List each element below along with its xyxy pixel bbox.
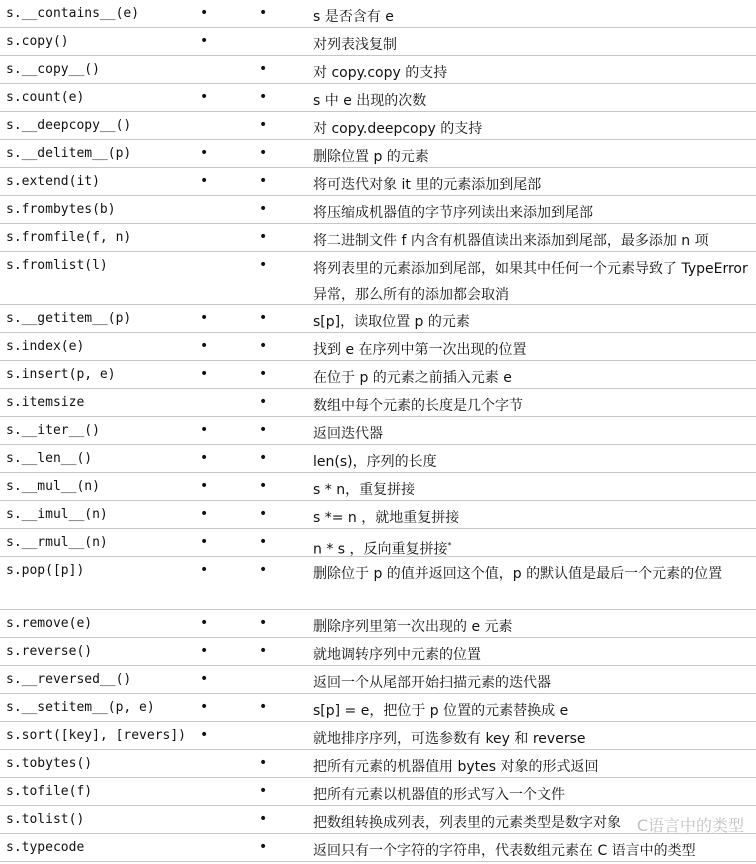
array-support-bullet: • — [259, 450, 268, 466]
table-row — [0, 140, 756, 168]
method-description — [313, 309, 753, 335]
method-description — [313, 421, 753, 447]
description-text: 对 copy.deepcopy 的支持 — [313, 121, 483, 137]
description-text: 将压缩成机器值的字节序列读出来添加到尾部 — [313, 205, 593, 221]
method-description — [313, 505, 753, 531]
array-support-bullet: • — [259, 811, 268, 827]
method-name: s.__len__() — [6, 451, 93, 466]
description-text: n * s ，反向重复拼接 — [313, 541, 448, 558]
description-text: s[p] = e，把位于 p 位置的元素替换成 e — [313, 703, 569, 719]
method-name: s.tolist() — [6, 812, 85, 827]
method-description — [313, 838, 753, 864]
array-support-bullet: • — [259, 615, 268, 631]
method-name: s.__copy__() — [6, 62, 100, 77]
list-support-bullet: • — [200, 422, 209, 438]
method-description — [313, 642, 753, 668]
description-text: s *= n ，就地重复拼接 — [313, 510, 460, 526]
description-text: len(s)，序列的长度 — [313, 454, 437, 470]
description-text: 就地排序序列，可选参数有 key 和 reverse — [313, 731, 586, 747]
description-text: 在位于 p 的元素之前插入元素 e — [313, 370, 512, 386]
description-text: 把所有元素的机器值用 bytes 对象的形式返回 — [313, 759, 599, 775]
description-text: 返回迭代器 — [313, 426, 383, 442]
description-text: 删除位置 p 的元素 — [313, 149, 429, 165]
array-support-bullet: • — [259, 229, 268, 245]
list-support-bullet: • — [200, 643, 209, 659]
list-support-bullet: • — [200, 450, 209, 466]
table-row — [0, 445, 756, 473]
method-name: s.__deepcopy__() — [6, 118, 132, 133]
method-description — [313, 561, 753, 587]
list-support-bullet: • — [200, 506, 209, 522]
method-description — [313, 116, 753, 142]
array-support-bullet: • — [259, 699, 268, 715]
description-text: 找到 e 在序列中第一次出现的位置 — [313, 342, 527, 358]
table-row — [0, 168, 756, 196]
array-support-bullet: • — [259, 394, 268, 410]
method-name: s.sort([key], [revers]) — [6, 728, 187, 743]
list-support-bullet: • — [200, 699, 209, 715]
method-description — [313, 365, 753, 391]
table-row — [0, 333, 756, 361]
description-text: 把数组转换成列表，列表里的元素类型是数字对象 — [313, 815, 621, 831]
array-support-bullet: • — [259, 89, 268, 105]
method-description — [313, 754, 753, 780]
description-text: 就地调转序列中元素的位置 — [313, 647, 481, 663]
method-name: s.__rmul__(n) — [6, 535, 108, 550]
array-support-bullet: • — [259, 506, 268, 522]
table-row — [0, 666, 756, 694]
method-description — [313, 698, 753, 724]
table-row — [0, 501, 756, 529]
description-text: s 中 e 出现的次数 — [313, 93, 427, 109]
method-name: s.remove(e) — [6, 616, 93, 631]
list-support-bullet: • — [200, 534, 209, 550]
array-support-bullet: • — [259, 173, 268, 189]
method-name: s.pop([p]) — [6, 563, 85, 578]
table-row — [0, 610, 756, 638]
table-row — [0, 389, 756, 417]
array-support-bullet: • — [259, 338, 268, 354]
table-row — [0, 778, 756, 806]
list-support-bullet: • — [200, 310, 209, 326]
method-name: s.reverse() — [6, 644, 93, 659]
watermark: C语言中的类型 — [636, 816, 744, 835]
method-name: s.tofile(f) — [6, 784, 93, 799]
method-name: s.__contains__(e) — [6, 6, 140, 21]
list-support-bullet: • — [200, 366, 209, 382]
description-text: 将二进制文件 f 内含有机器值读出来添加到尾部，最多添加 n 项 — [313, 233, 709, 249]
method-description — [313, 60, 753, 86]
list-support-bullet: • — [200, 33, 209, 49]
footnote-marker: * — [447, 541, 452, 550]
table-row — [0, 0, 756, 28]
list-support-bullet: • — [200, 478, 209, 494]
method-name: s.__iter__() — [6, 423, 100, 438]
description-text: 返回一个从尾部开始扫描元素的迭代器 — [313, 675, 551, 691]
array-support-bullet: • — [259, 562, 268, 578]
method-name: s.count(e) — [6, 90, 85, 105]
array-support-bullet: • — [259, 366, 268, 382]
description-text: s 是否含有 e — [313, 9, 394, 25]
list-support-bullet: • — [200, 615, 209, 631]
table-row — [0, 694, 756, 722]
array-support-bullet: • — [259, 117, 268, 133]
method-name: s.fromlist(l) — [6, 258, 108, 273]
method-name: s.insert(p, e) — [6, 367, 116, 382]
description-text: 对列表浅复制 — [313, 37, 397, 53]
method-name: s.frombytes(b) — [6, 202, 116, 217]
array-support-bullet: • — [259, 145, 268, 161]
description-text: 返回只有一个字符的字符串，代表数组元素在 C 语言中的类型 — [313, 843, 696, 859]
method-description — [313, 726, 753, 752]
method-description — [313, 337, 753, 363]
method-name: s.tobytes() — [6, 756, 93, 771]
method-description — [313, 449, 753, 475]
table-row — [0, 252, 756, 305]
table-row — [0, 84, 756, 112]
array-support-bullet: • — [259, 478, 268, 494]
table-row — [0, 557, 756, 610]
method-name: s.typecode — [6, 840, 85, 855]
list-support-bullet: • — [200, 727, 209, 743]
method-name: s.__delitem__(p) — [6, 146, 132, 161]
description-text: s[p]，读取位置 p 的元素 — [313, 314, 470, 330]
method-description — [313, 614, 753, 640]
method-name: s.copy() — [6, 34, 69, 49]
table-row — [0, 196, 756, 224]
array-support-bullet: • — [259, 783, 268, 799]
method-description — [313, 393, 753, 419]
method-description — [313, 4, 753, 30]
table-row — [0, 305, 756, 333]
method-description — [313, 88, 753, 114]
method-name: s.__reversed__() — [6, 672, 132, 687]
table-row — [0, 473, 756, 501]
method-description — [313, 228, 753, 254]
method-description — [313, 670, 753, 696]
description-text: 将列表里的元素添加到尾部，如果其中任何一个元素导致了 TypeError 异常，那么所有的添加都会取消 — [313, 261, 748, 303]
list-support-bullet: • — [200, 173, 209, 189]
description-text: 对 copy.copy 的支持 — [313, 65, 448, 81]
method-name: s.__getitem__(p) — [6, 311, 132, 326]
method-name: s.__imul__(n) — [6, 507, 108, 522]
table-row — [0, 529, 756, 557]
description-text: 删除位于 p 的值并返回这个值，p 的默认值是最后一个元素的位置 — [313, 566, 723, 582]
table-row — [0, 56, 756, 84]
method-description — [313, 256, 753, 308]
array-support-bullet: • — [259, 201, 268, 217]
description-text: 数组中每个元素的长度是几个字节 — [313, 398, 523, 414]
method-name: s.__mul__(n) — [6, 479, 100, 494]
method-description — [313, 477, 753, 503]
list-support-bullet: • — [200, 671, 209, 687]
list-support-bullet: • — [200, 338, 209, 354]
list-support-bullet: • — [200, 145, 209, 161]
method-description — [313, 32, 753, 58]
table-row — [0, 638, 756, 666]
method-name: s.fromfile(f, n) — [6, 230, 132, 245]
array-support-bullet: • — [259, 534, 268, 550]
table-row — [0, 750, 756, 778]
method-description — [313, 782, 753, 808]
array-support-bullet: • — [259, 61, 268, 77]
array-support-bullet: • — [259, 643, 268, 659]
method-description — [313, 200, 753, 226]
method-name: s.__setitem__(p, e) — [6, 700, 155, 715]
array-support-bullet: • — [259, 310, 268, 326]
method-description — [313, 144, 753, 170]
list-support-bullet: • — [200, 5, 209, 21]
list-support-bullet: • — [200, 89, 209, 105]
description-text: 把所有元素以机器值的形式写入一个文件 — [313, 787, 565, 803]
table-row — [0, 224, 756, 252]
description-text: 将可迭代对象 it 里的元素添加到尾部 — [313, 177, 542, 193]
array-support-bullet: • — [259, 755, 268, 771]
description-text: s * n，重复拼接 — [313, 482, 416, 498]
array-support-bullet: • — [259, 257, 268, 273]
method-name: s.itemsize — [6, 395, 85, 410]
table-row — [0, 112, 756, 140]
table-row — [0, 28, 756, 56]
table-row — [0, 722, 756, 750]
array-support-bullet: • — [259, 839, 268, 855]
description-text: 删除序列里第一次出现的 e 元素 — [313, 619, 513, 635]
method-description — [313, 172, 753, 198]
table-row — [0, 361, 756, 389]
array-support-bullet: • — [259, 422, 268, 438]
table-row — [0, 417, 756, 445]
method-name: s.index(e) — [6, 339, 85, 354]
array-support-bullet: • — [259, 5, 268, 21]
table-row — [0, 834, 756, 862]
list-support-bullet: • — [200, 562, 209, 578]
method-name: s.extend(it) — [6, 174, 100, 189]
